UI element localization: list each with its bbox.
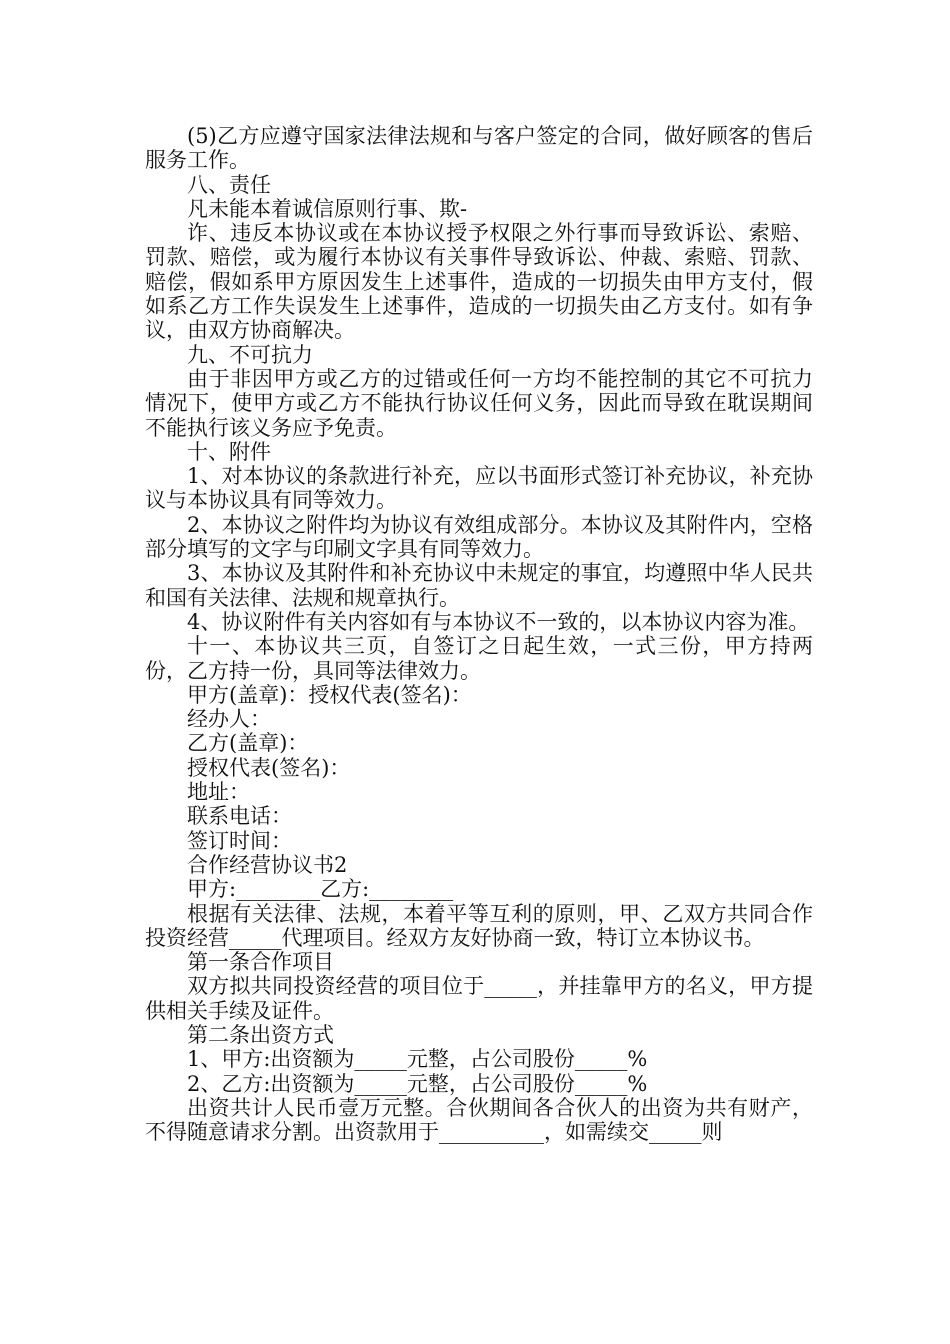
body-line: 凡未能本着诚信原则行事、欺- (187, 196, 468, 221)
body-paragraph: (5)乙方应遵守国家法律法规和与客户签定的合同，做好顾客的售后服务工作。 (145, 124, 813, 173)
body-line: 甲方:________乙方:________ (187, 877, 454, 902)
body-paragraph: 诈、违反本协议或在本协议授予权限之外行事而导致诉讼、索赔、罚款、赔偿，或为履行本协议有关事件导致诉讼、仲裁、索赔、罚款、赔偿，假如系甲方原因发生上述事件，造成的一切损失由甲方支付，假如系乙方工作失误发生上述事件，造成的一切损失由乙方支付。如有争议，由双方协商解决。 (145, 221, 813, 343)
body-paragraph: 1、对本协议的条款进行补充，应以书面形式签订补充协议，补充协议与本协议具有同等效力。 (145, 464, 813, 513)
body-line: 授权代表(签名)： (187, 755, 351, 780)
body-line: 九、不可抗力 (187, 342, 313, 367)
body-line: 第二条出资方式 (187, 1022, 334, 1047)
body-line: 第一条合作项目 (187, 950, 334, 975)
body-paragraph: 3、本协议及其附件和补充协议中未规定的事宜，均遵照中华人民共和国有关法律、法规和规章执行。 (145, 561, 813, 610)
body-line: 合作经营协议书2 (187, 852, 348, 877)
body-paragraph: 双方拟共同投资经营的项目位于_____，并挂靠甲方的名义，甲方提供相关手续及证件。 (145, 974, 813, 1023)
body-paragraph: 十一、本协议共三页，自签订之日起生效，一式三份，甲方持两份，乙方持一份，具同等法律效力。 (145, 634, 813, 683)
body-line: 十、附件 (187, 439, 271, 464)
body-line: 1、甲方:出资额为_____元整，占公司股份_____% (187, 1047, 648, 1072)
body-paragraph: 4、协议附件有关内容如有与本协议不一致的，以本协议内容为准。 (187, 609, 810, 634)
body-line: 联系电话： (187, 804, 292, 829)
document-page (145, 124, 813, 1144)
body-line: 经办人： (187, 707, 271, 732)
body-line: 甲方(盖章)：授权代表(签名)： (187, 682, 472, 707)
body-line: 2、乙方:出资额为_____元整，占公司股份_____% (187, 1071, 648, 1096)
body-line: 八、责任 (187, 172, 271, 197)
body-paragraph: 由于非因甲方或乙方的过错或任何一方均不能控制的其它不可抗力情况下，使甲方或乙方不能执行协议任何义务，因此而导致在耽误期间不能执行该义务应予免责。 (145, 366, 813, 440)
body-paragraph: 2、本协议之附件均为协议有效组成部分。本协议及其附件内，空格部分填写的文字与印刷文字具有同等效力。 (145, 512, 813, 562)
body-paragraph: 出资共计人民币壹万元整。合伙期间各合伙人的出资为共有财产，不得随意请求分割。出资款用于__________，如需续交_____则 (145, 1095, 813, 1145)
body-line: 乙方(盖章)： (187, 731, 309, 756)
body-line: 地址： (187, 780, 250, 805)
body-paragraph: 根据有关法律、法规，本着平等互利的原则，甲、乙双方共同合作投资经营_____代理项目。经双方友好协商一致，特订立本协议书。 (145, 901, 813, 950)
body-line: 签订时间： (187, 828, 292, 853)
